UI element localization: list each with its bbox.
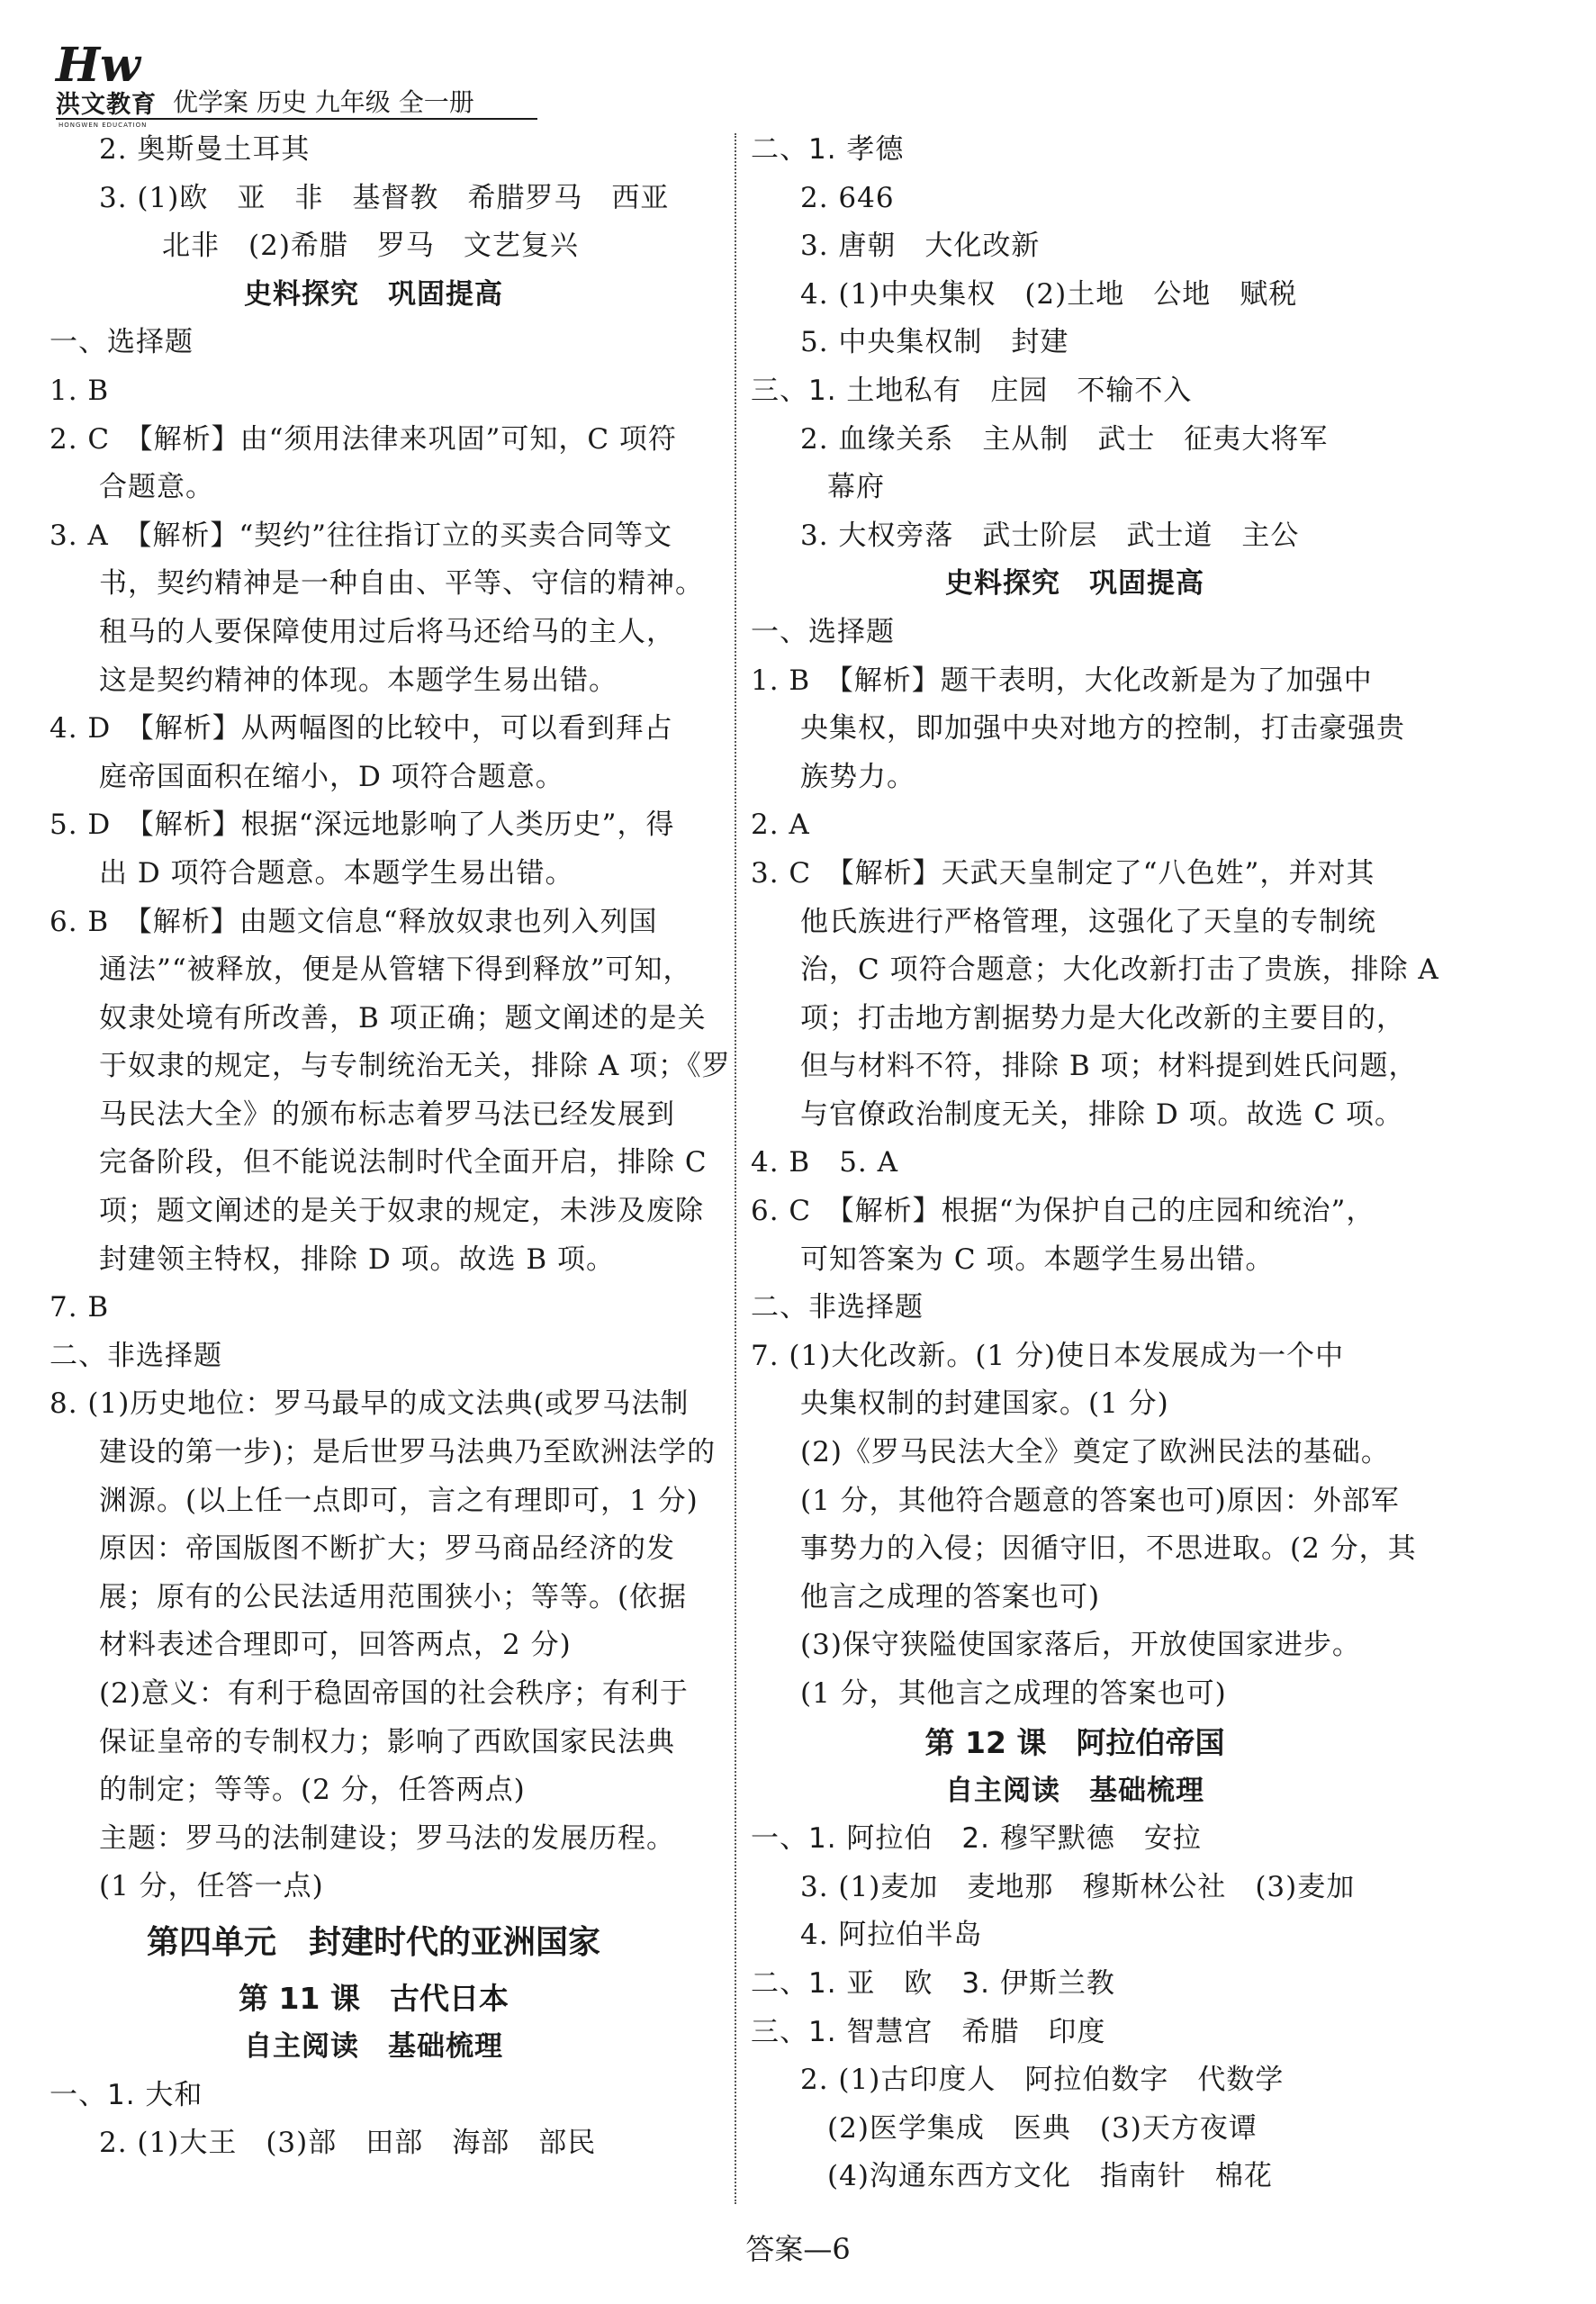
answer-line: 5. 中央集权制 封建: [800, 326, 1069, 359]
answer-line: 7. (1)大化改新。(1 分)使日本发展成为一个中: [751, 1339, 1345, 1372]
book-info: 优学案 历史 九年级 全一册: [173, 87, 474, 117]
answer-line: 北非 (2)希腊 罗马 文艺复兴: [162, 230, 579, 263]
answer-line: 一、1. 阿拉伯 2. 穆罕默德 安拉: [751, 1822, 1202, 1856]
answer-line: 封建领主特权，排除 D 项。故选 B 项。: [99, 1242, 616, 1276]
answer-line: 出 D 项符合题意。本题学生易出错。: [99, 856, 574, 890]
page-number: 答案—6: [745, 2232, 851, 2266]
answer-line: 治，C 项符合题意；大化改新打击了贵族，排除 A: [800, 953, 1439, 987]
answer-line: (1 分，其他言之成理的答案也可): [800, 1677, 1227, 1710]
answer-line: (3)保守狭隘使国家落后，开放使国家进步。: [800, 1629, 1361, 1662]
section-title: 自主阅读 基础梳理: [945, 1774, 1204, 1807]
answer-line: 4. (1)中央集权 (2)土地 公地 赋税: [800, 277, 1298, 311]
brand-name-en: HONGWEN EDUCATION: [59, 122, 148, 129]
answer-line: 材料表述合理即可，回答两点，2 分): [99, 1629, 572, 1662]
answer-line: 二、1. 亚 欧 3. 伊斯兰教: [751, 1966, 1115, 2000]
answer-line: 但与材料不符，排除 B 项；材料提到姓氏问题，: [800, 1050, 1418, 1083]
answer-line: 庭帝国面积在缩小，D 项符合题意。: [99, 760, 564, 793]
answer-line: 8. (1)历史地位：罗马最早的成文法典(或罗马法制: [50, 1387, 690, 1421]
lesson-title: 第 12 课 阿拉伯帝国: [924, 1724, 1225, 1760]
answer-line: 原因：帝国版图不断扩大；罗马商品经济的发: [99, 1532, 675, 1566]
answer-line: 3. 大权旁落 武士阶层 武士道 主公: [800, 519, 1300, 552]
answer-line: 于奴隶的规定，与专制统治无关，排除 A 项；《罗: [99, 1050, 731, 1083]
answer-line: (1 分，任答一点): [99, 1870, 324, 1903]
answer-line: 他氏族进行严格管理，这强化了天皇的专制统: [800, 905, 1376, 938]
answer-line: 7. B: [50, 1291, 110, 1324]
answer-line: (2)意义：有利于稳固帝国的社会秩序；有利于: [99, 1677, 689, 1710]
page-header: [56, 38, 542, 129]
answer-line: 3. A 【解析】“契约”往往指订立的买卖合同等文: [50, 519, 673, 552]
answer-line: 通法”“被释放，便是从管辖下得到释放”可知，: [99, 953, 692, 987]
answer-line: 2. C 【解析】由“须用法律来巩固”可知，C 项符: [50, 422, 677, 456]
answer-line: 4. B 5. A: [751, 1146, 899, 1179]
answer-line: (1 分，其他符合题意的答案也可)原因：外部军: [800, 1484, 1400, 1517]
answer-line: 与官僚政治制度无关，排除 D 项。故选 C 项。: [800, 1098, 1403, 1131]
section-heading: 一、选择题: [751, 615, 895, 648]
answer-line: 主题：罗马的法制建设；罗马法的发展历程。: [99, 1821, 675, 1855]
answer-line: 2. (1)大王 (3)部 田部 海部 部民: [99, 2127, 597, 2160]
answer-line: 事势力的入侵；因循守旧，不思进取。(2 分，其: [800, 1532, 1417, 1566]
answer-line: 3. (1)欧 亚 非 基督教 希腊罗马 西亚: [99, 181, 670, 214]
answer-line: 2. 646: [800, 181, 895, 214]
answer-line: 项；打击地方割据势力是大化改新的主要目的，: [800, 1001, 1405, 1035]
answer-line: (2)《罗马民法大全》奠定了欧洲民法的基础。: [800, 1436, 1390, 1469]
section-heading: 二、非选择题: [50, 1339, 222, 1372]
answer-line: 书，契约精神是一种自由、平等、守信的精神。: [99, 567, 704, 601]
answer-line: 1. B: [50, 374, 110, 407]
right-column: [751, 126, 1439, 2201]
answer-line: 这是契约精神的体现。本题学生易出错。: [99, 664, 618, 697]
brand-logo: Hw: [56, 38, 140, 93]
answer-line: 3. (1)麦加 麦地那 穆斯林公社 (3)麦加: [800, 1870, 1356, 1903]
section-heading: 一、选择题: [50, 326, 194, 359]
answer-line: 央集权，即加强中央对地方的控制，打击豪强贵: [800, 712, 1405, 745]
answer-line: (4)沟通东西方文化 指南针 棉花: [827, 2160, 1273, 2193]
column-divider: [735, 133, 736, 2204]
answer-line: 合题意。: [99, 471, 214, 504]
answer-line: 2. (1)古印度人 阿拉伯数字 代数学: [800, 2064, 1285, 2097]
answer-line: 2. 奥斯曼土耳其: [99, 133, 311, 166]
answer-line: 一、1. 大和: [50, 2078, 203, 2111]
answer-line: 他言之成理的答案也可): [800, 1580, 1101, 1613]
lesson-title: 第 11 课 古代日本: [239, 1980, 509, 2016]
answer-line: (2)医学集成 医典 (3)天方夜谭: [827, 2111, 1258, 2145]
answer-line: 1. B 【解析】题干表明，大化改新是为了加强中: [751, 664, 1373, 697]
answer-line: 的制定；等等。(2 分，任答两点): [99, 1774, 526, 1807]
answer-line: 三、1. 智慧宫 希腊 印度: [751, 2015, 1106, 2048]
answer-line: 4. 阿拉伯半岛: [800, 1919, 983, 1952]
section-title: 自主阅读 基础梳理: [244, 2029, 503, 2063]
answer-line: 展；原有的公民法适用范围狭小；等等。(依据: [99, 1580, 688, 1613]
answer-line: 3. 唐朝 大化改新: [800, 230, 1041, 263]
answer-line: 三、1. 土地私有 庄园 不输不入: [751, 374, 1193, 407]
answer-line: 4. D 【解析】从两幅图的比较中，可以看到拜占: [50, 712, 673, 745]
answer-line: 族势力。: [800, 760, 915, 793]
answer-line: 2. A: [751, 809, 810, 842]
answer-line: 完备阶段，但不能说法制时代全面开启，排除 C: [99, 1146, 708, 1179]
answer-line: 2. 血缘关系 主从制 武士 征夷大将军: [800, 422, 1329, 456]
header-rule: [56, 118, 537, 120]
section-heading: 二、非选择题: [751, 1291, 924, 1324]
answer-line: 幕府: [827, 471, 885, 504]
answer-line: 建设的第一步)；是后世罗马法典乃至欧洲法学的: [99, 1436, 717, 1469]
section-title: 史料探究 巩固提高: [945, 567, 1204, 601]
answer-line: 6. C 【解析】根据“为保护自己的庄园和统治”，: [751, 1195, 1375, 1228]
section-title: 史料探究 巩固提高: [244, 277, 503, 311]
unit-title: 第四单元 封建时代的亚洲国家: [146, 1923, 600, 1961]
answer-line: 可知答案为 C 项。本题学生易出错。: [800, 1242, 1275, 1276]
answer-line: 二、1. 孝德: [751, 133, 905, 166]
answer-line: 马民法大全》的颁布标志着罗马法已经发展到: [99, 1098, 675, 1131]
answer-line: 渊源。(以上任一点即可，言之有理即可，1 分): [99, 1484, 699, 1517]
answer-line: 5. D 【解析】根据“深远地影响了人类历史”，得: [50, 809, 675, 842]
answer-line: 6. B 【解析】由题文信息“释放奴隶也列入列国: [50, 905, 658, 938]
brand-name: 洪文教育: [56, 91, 157, 119]
left-column: [50, 126, 731, 2168]
answer-line: 央集权制的封建国家。(1 分): [800, 1387, 1169, 1421]
answer-line: 租马的人要保障使用过后将马还给马的主人，: [99, 615, 675, 648]
answer-line: 奴隶处境有所改善，B 项正确；题文阐述的是关: [99, 1001, 707, 1035]
answer-line: 保证皇帝的专制权力；影响了西欧国家民法典: [99, 1725, 675, 1758]
answer-line: 3. C 【解析】天武天皇制定了“八色姓”，并对其: [751, 856, 1375, 890]
answer-line: 项；题文阐述的是关于奴隶的规定，未涉及废除: [99, 1195, 704, 1228]
